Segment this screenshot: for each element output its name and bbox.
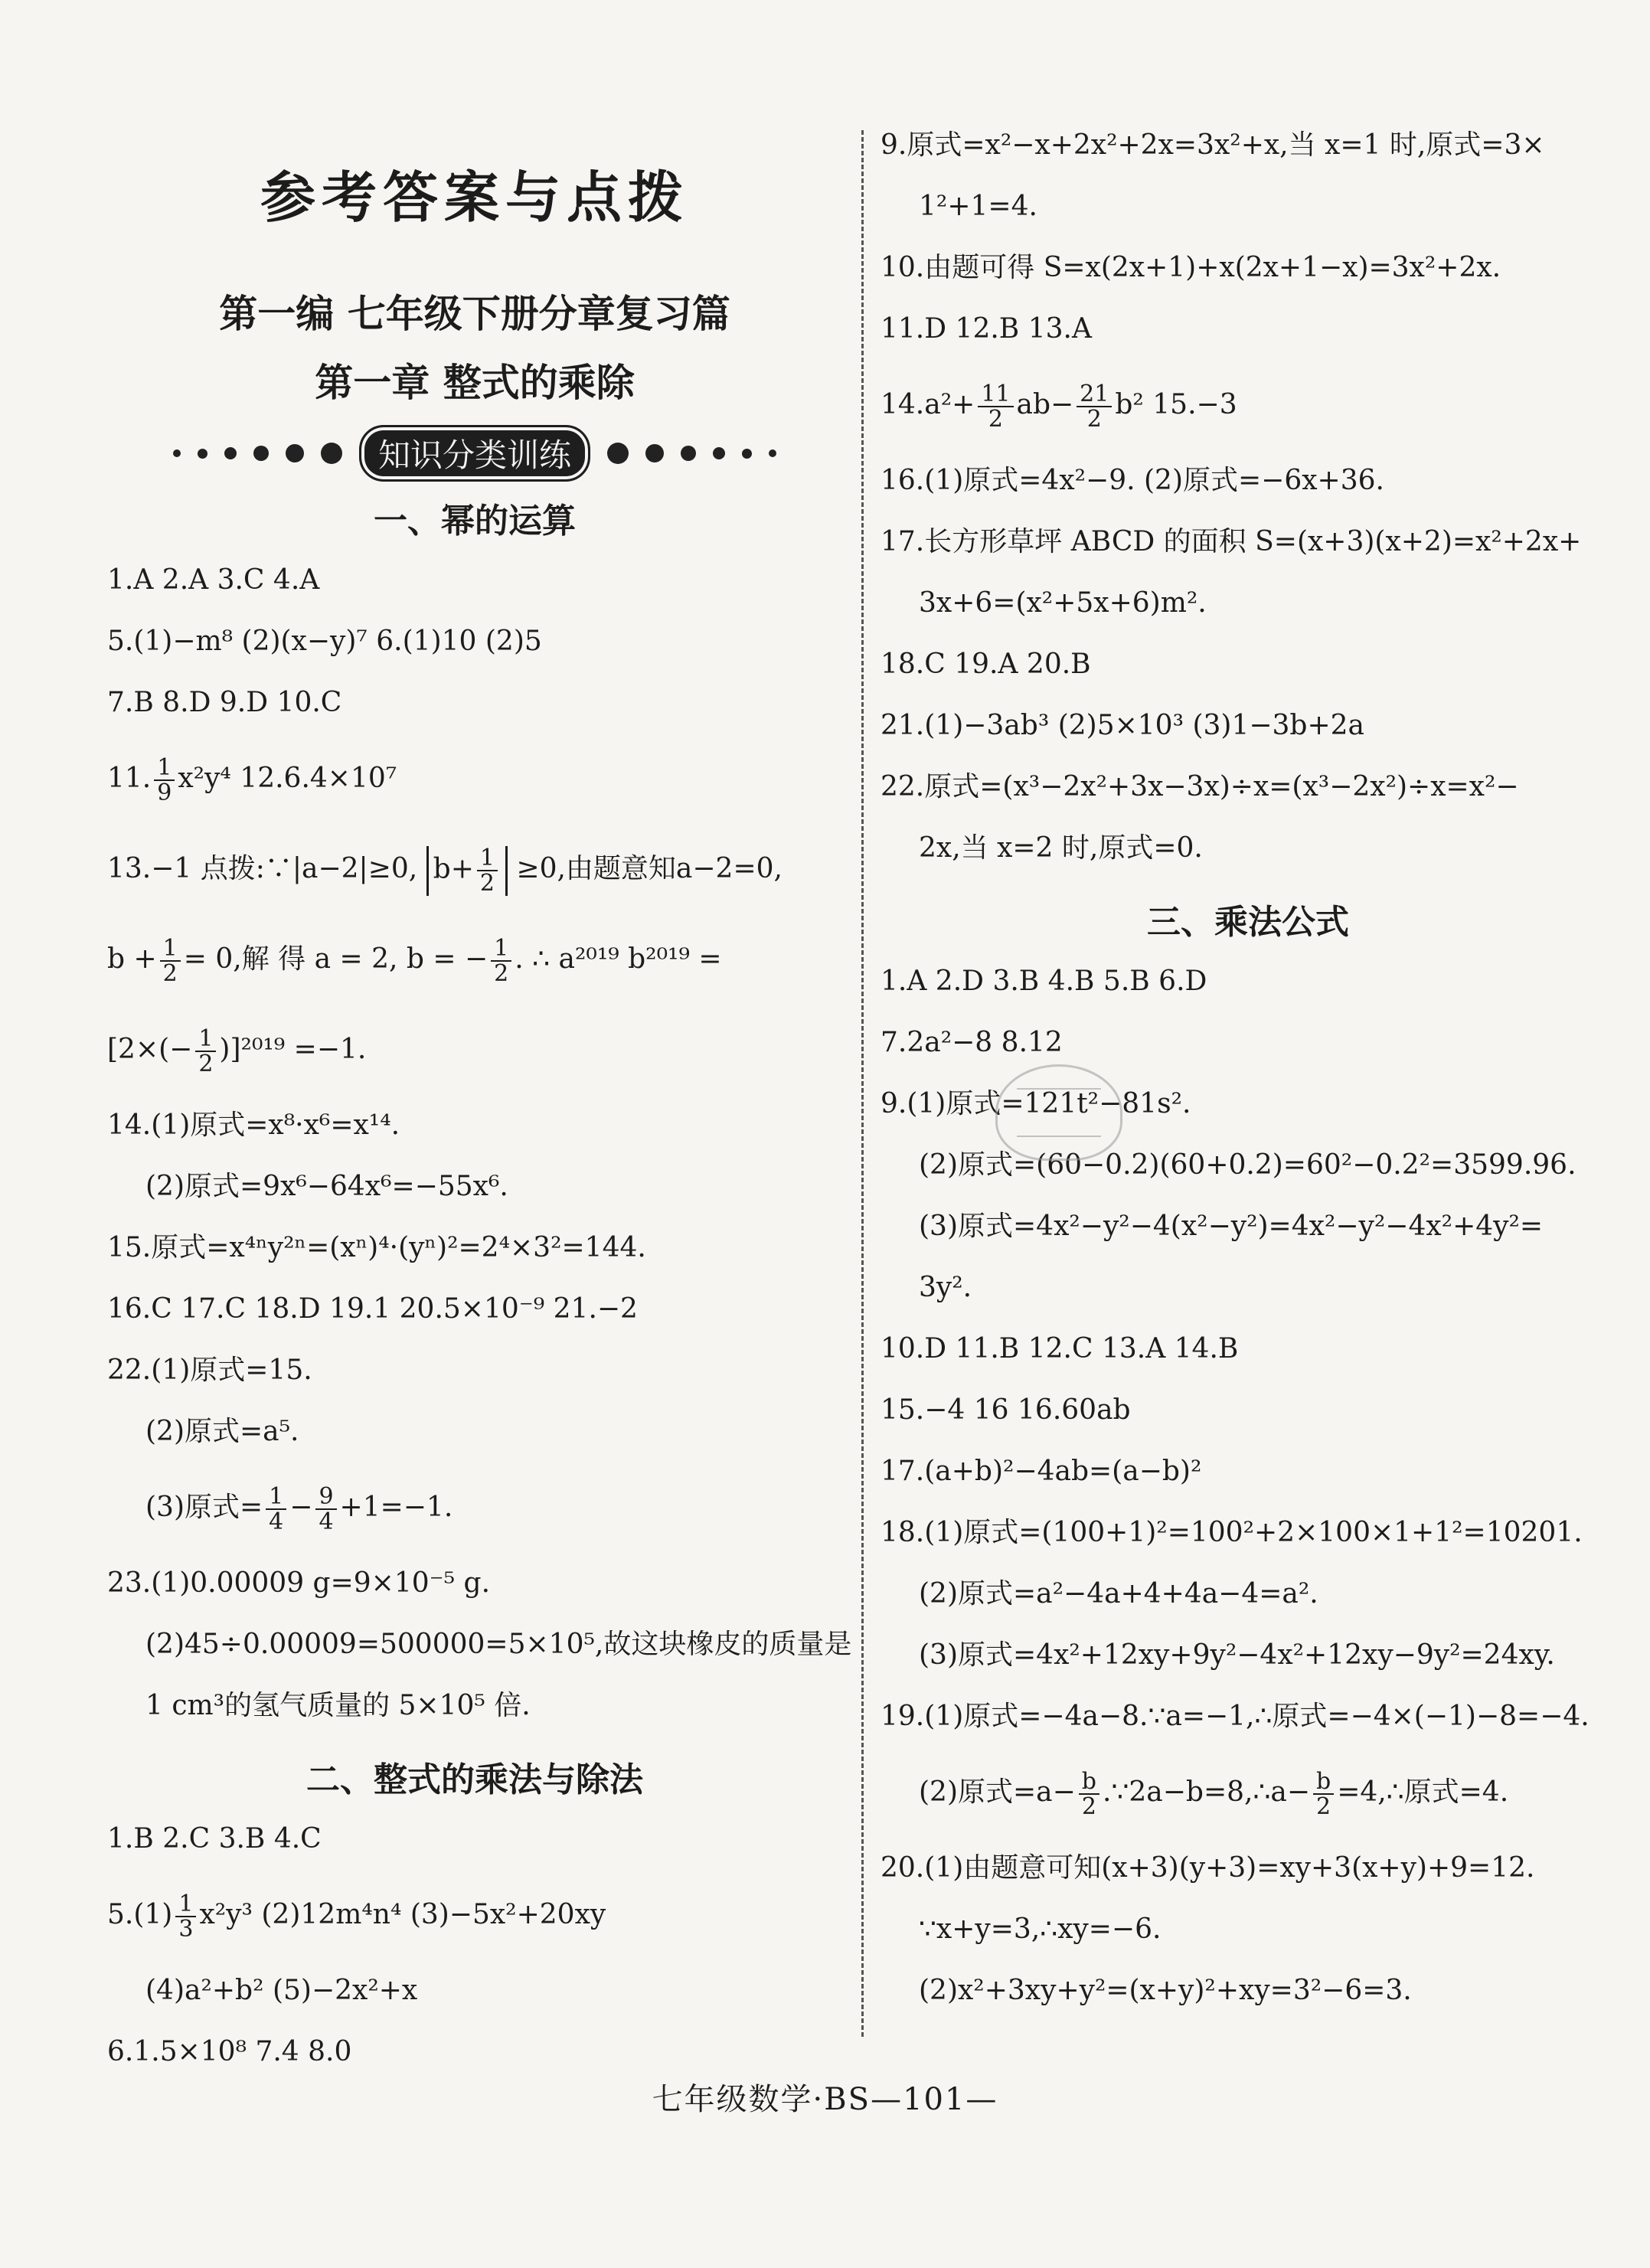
stamp-inner-band	[1017, 1088, 1101, 1137]
answer-line	[881, 360, 1616, 450]
answer-line	[107, 914, 842, 1005]
answer-line: ∵x+y=3,∴xy=−6.	[919, 1913, 1162, 1945]
fraction-denominator: 2	[1086, 406, 1102, 433]
answer-line: 1²+1=4.	[919, 191, 1037, 222]
fraction-denominator: 2	[162, 960, 178, 987]
answer-line: 15.原式=x⁴ⁿy²ⁿ=(xⁿ)⁴·(yⁿ)²=2⁴×3²=144.	[107, 1232, 646, 1263]
text-segment: 11.	[107, 763, 152, 794]
fraction-numerator: 21	[1077, 382, 1112, 408]
text-segment: ab−	[1016, 389, 1074, 420]
fraction	[195, 1027, 216, 1077]
answer-line: (3)原式=4x²−y²−4(x²−y²)=4x²−y²−4x²+4y²=	[919, 1211, 1544, 1242]
section-title-2: 二、整式的乘法与除法	[306, 1760, 643, 1799]
answer-line: 9.(1)原式=121t²−81s².	[881, 1088, 1191, 1119]
text-segment: . ∴ a²⁰¹⁹ b²⁰¹⁹ =	[515, 943, 722, 975]
fraction-denominator: 2	[198, 1051, 214, 1077]
fraction	[154, 753, 175, 806]
fraction-numerator: 1	[195, 1027, 216, 1053]
text-segment: 14.a²+	[881, 389, 975, 420]
answer-line: 6.1.5×10⁸ 7.4 8.0	[107, 2036, 352, 2067]
answer-line: 18.C 19.A 20.B	[881, 649, 1091, 680]
answer-line: 19.(1)原式=−4a−8.∵a=−1,∴原式=−4×(−1)−8=−4.	[881, 1701, 1590, 1732]
answer-line	[107, 1870, 842, 1960]
answer-line: 15.−4 16 16.60ab	[881, 1394, 1131, 1426]
text-segment: (2)原式=a−	[919, 1776, 1076, 1808]
main-title: 参考答案与点拨	[260, 165, 689, 230]
section-title-1: 一、幂的运算	[374, 502, 576, 541]
answer-line: 3x+6=(x²+5x+6)m².	[919, 587, 1207, 619]
fraction	[1077, 382, 1112, 432]
answer-line: 17.长方形草坪 ABCD 的面积 S=(x+3)(x+2)=x²+2x+	[881, 526, 1582, 557]
answer-line: 20.(1)由题意可知(x+3)(y+3)=xy+3(x+y)+9=12.	[881, 1852, 1535, 1884]
left-column	[107, 115, 852, 2083]
fraction	[1313, 1767, 1334, 1820]
banner-dot-icon	[645, 444, 664, 462]
section-banner	[107, 429, 842, 478]
answer-line: 7.2a²−8 8.12	[881, 1027, 1063, 1058]
answer-line: (2)原式=(60−0.2)(60+0.2)=60²−0.2²=3599.96.	[919, 1149, 1576, 1181]
answer-line: (2)原式=a²−4a+4+4a−4=a².	[919, 1578, 1318, 1609]
text-segment: ≥0,由题意知a−2=0,	[516, 853, 783, 884]
answer-line	[107, 734, 842, 824]
fraction-numerator: 1	[477, 846, 498, 872]
fraction-numerator: 1	[491, 936, 511, 962]
banner-dot-icon	[607, 443, 629, 464]
text-segment: x²y⁴ 12.6.4×10⁷	[178, 763, 397, 794]
chapter-title: 第一章 整式的乘除	[315, 360, 635, 405]
fraction-denominator: 3	[178, 1916, 194, 1943]
banner-dot-icon	[224, 447, 237, 459]
answer-line: (3)原式=4x²+12xy+9y²−4x²+12xy−9y²=24xy.	[919, 1639, 1555, 1671]
answer-line: (2)45÷0.00009=500000=5×10⁵,故这块橡皮的质量是	[145, 1629, 852, 1660]
text-segment: .∵2a−b=8,∴a−	[1103, 1776, 1310, 1808]
text-segment: )]²⁰¹⁹ =−1.	[219, 1034, 367, 1065]
fraction	[160, 936, 181, 986]
answer-line: 23.(1)0.00009 g=9×10⁻⁵ g.	[107, 1567, 491, 1599]
right-column	[881, 115, 1616, 2021]
answer-line: 16.(1)原式=4x²−9. (2)原式=−6x+36.	[881, 465, 1384, 496]
answer-line	[107, 1005, 842, 1095]
answer-line: 2x,当 x=2 时,原式=0.	[919, 832, 1203, 864]
fraction-numerator: 1	[175, 1892, 196, 1918]
text-segment: b² 15.−3	[1115, 389, 1237, 420]
answer-line: 7.B 8.D 9.D 10.C	[107, 687, 342, 718]
absolute-value	[426, 846, 508, 896]
answer-line	[881, 1747, 1616, 1838]
fraction-denominator: 4	[269, 1508, 284, 1535]
fraction-numerator: 1	[266, 1485, 286, 1511]
banner-dot-icon	[742, 449, 752, 459]
banner-dot-icon	[286, 444, 304, 462]
fraction-denominator: 4	[319, 1508, 334, 1535]
fraction	[1079, 1767, 1099, 1820]
answer-line	[107, 1462, 842, 1553]
fraction	[266, 1482, 286, 1535]
stamp-seal-icon	[995, 1064, 1122, 1161]
text-segment: 5.(1)	[107, 1899, 173, 1930]
banner-dot-icon	[198, 449, 207, 459]
fraction-denominator: 2	[1316, 1793, 1331, 1820]
text-segment: =4,∴原式=4.	[1337, 1776, 1509, 1808]
answer-line: (4)a²+b² (5)−2x²+x	[145, 1975, 418, 2006]
fraction-denominator: 2	[988, 406, 1003, 433]
text-segment: −	[289, 1492, 313, 1523]
answer-line: 17.(a+b)²−4ab=(a−b)²	[881, 1456, 1202, 1487]
answer-line: 10.D 11.B 12.C 13.A 14.B	[881, 1333, 1239, 1364]
answer-line: 18.(1)原式=(100+1)²=100²+2×100×1+1²=10201.	[881, 1517, 1583, 1548]
answer-line: 11.D 12.B 13.A	[881, 313, 1092, 345]
answer-line	[107, 824, 842, 914]
fraction-numerator: 9	[315, 1485, 336, 1511]
answer-line: (2)x²+3xy+y²=(x+y)²+xy=3²−6=3.	[919, 1975, 1412, 2006]
text-segment: 13.−1 点拨:∵|a−2|≥0,	[107, 853, 418, 884]
answer-line: 22.原式=(x³−2x²+3x−3x)÷x=(x³−2x²)÷x=x²−	[881, 771, 1519, 802]
banner-dot-icon	[713, 447, 725, 459]
answer-line: (2)原式=9x⁶−64x⁶=−55x⁶.	[145, 1171, 508, 1202]
fraction	[175, 1892, 196, 1942]
text-segment: = 0,解 得 a = 2, b = −	[183, 943, 488, 975]
answer-line: 1.A 2.D 3.B 4.B 5.B 6.D	[881, 966, 1207, 997]
fraction	[978, 382, 1013, 432]
fraction	[491, 936, 511, 986]
fraction-numerator: b	[1313, 1770, 1334, 1796]
answer-line: 1.B 2.C 3.B 4.C	[107, 1823, 322, 1855]
fraction-denominator: 2	[1081, 1793, 1096, 1820]
answer-line: (2)原式=a⁵.	[145, 1416, 299, 1447]
answer-line: 16.C 17.C 18.D 19.1 20.5×10⁻⁹ 21.−2	[107, 1293, 638, 1325]
answer-line: 22.(1)原式=15.	[107, 1355, 312, 1386]
text-segment: +1=−1.	[339, 1492, 453, 1523]
fraction-denominator: 2	[479, 870, 495, 897]
answer-line: 1.A 2.A 3.C 4.A	[107, 564, 320, 596]
page-footer: 七年级数学·BS—101—	[652, 2082, 998, 2117]
fraction-numerator: 11	[978, 382, 1013, 408]
answer-line: 5.(1)−m⁸ (2)(x−y)⁷ 6.(1)10 (2)5	[107, 626, 542, 657]
answer-line: 10.由题可得 S=x(2x+1)+x(2x+1−x)=3x²+2x.	[881, 252, 1501, 283]
banner-label: 知识分类训练	[359, 425, 590, 482]
text-segment: b +	[107, 943, 157, 975]
column-divider	[861, 130, 864, 2037]
banner-dot-icon	[321, 443, 342, 464]
answer-line: 14.(1)原式=x⁸·x⁶=x¹⁴.	[107, 1109, 400, 1141]
fraction-denominator: 2	[494, 960, 509, 987]
answer-line: 3y².	[919, 1272, 972, 1303]
text-segment: b+	[433, 853, 474, 884]
answer-line: 1 cm³的氢气质量的 5×10⁵ 倍.	[145, 1690, 531, 1721]
banner-dot-icon	[253, 446, 269, 461]
answer-line: 9.原式=x²−x+2x²+2x=3x²+x,当 x=1 时,原式=3×	[881, 129, 1545, 161]
part-title: 第一编 七年级下册分章复习篇	[219, 291, 730, 336]
section-title-3: 三、乘法公式	[1147, 903, 1349, 942]
text-segment: x²y³ (2)12m⁴n⁴ (3)−5x²+20xy	[199, 1899, 606, 1930]
fraction-numerator: 1	[154, 756, 175, 782]
fraction	[477, 846, 498, 896]
banner-dot-icon	[769, 449, 776, 457]
banner-dot-icon	[681, 446, 696, 461]
fraction-numerator: b	[1079, 1770, 1099, 1796]
fraction	[315, 1482, 336, 1535]
fraction-denominator: 9	[157, 779, 172, 806]
banner-dot-icon	[173, 449, 181, 457]
text-segment: [2×(−	[107, 1034, 193, 1065]
text-segment: (3)原式=	[145, 1492, 263, 1523]
answer-line: 21.(1)−3ab³ (2)5×10³ (3)1−3b+2a	[881, 710, 1364, 741]
fraction-numerator: 1	[160, 936, 181, 962]
